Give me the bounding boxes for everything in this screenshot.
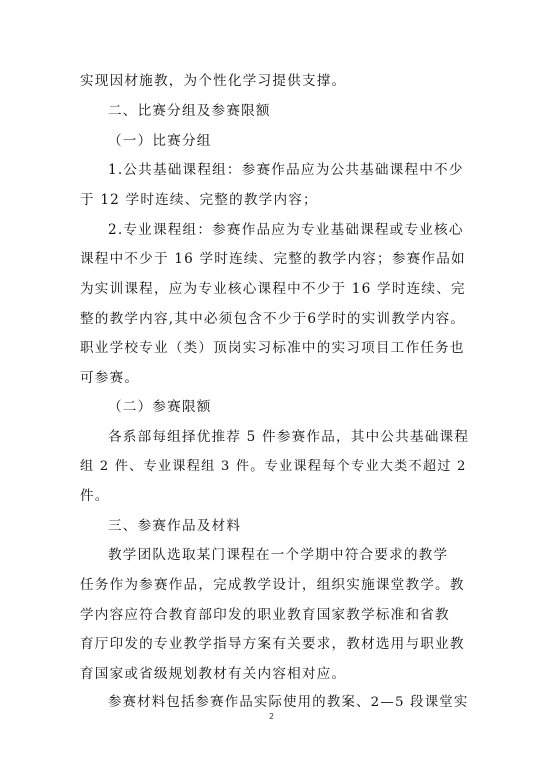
text-line: 组 2 件、专业课程组 3 件。专业课程每个专业大类不超过 2 <box>80 459 467 474</box>
subsection-heading: （二）参赛限额 <box>108 399 212 415</box>
text-line: 学内容应符合教育部印发的职业教育国家教学标准和省教 <box>80 607 450 623</box>
text-line: 课程中不少于 16 学时连续、完整的教学内容；参赛作品如 <box>80 251 466 267</box>
text-line: 2.专业课程组：参赛作品应为专业基础课程或专业核心 <box>108 222 464 238</box>
text-line: 参赛材料包括参赛作品实际使用的教案、2—5 段课堂实 <box>108 695 469 710</box>
text-line: 于 12 学时连续、完整的教学内容； <box>80 192 318 208</box>
text-line: 1.公共基础课程组：参赛作品应为公共基础课程中不少 <box>108 162 464 178</box>
section-heading: 三、参赛作品及材料 <box>108 518 242 534</box>
section-heading: 二、比赛分组及参赛限额 <box>108 103 271 119</box>
text-line: 可参赛。 <box>80 370 140 386</box>
text-line: 为实训课程，应为专业核心课程中不少于 16 学时连续、完 <box>80 281 466 297</box>
page-number: 2 <box>268 712 275 721</box>
text-line: 育国家或省级规划教材有关内容相对应。 <box>80 666 347 682</box>
text-line: 育厅印发的专业教学指导方案有关要求，教材选用与职业教 <box>80 636 465 652</box>
subsection-heading: （一）比赛分组 <box>108 133 212 149</box>
text-line: 实现因材施教，为个性化学习提供支撑。 <box>80 73 347 89</box>
text-line: 件。 <box>80 488 110 504</box>
text-line: 职业学校专业（类）顶岗实习标准中的实习项目工作任务也 <box>80 340 465 356</box>
text-line: 任务作为参赛作品，完成教学设计，组织实施课堂教学。教 <box>80 577 465 593</box>
text-line: 教学团队选取某门课程在一个学期中符合要求的教学 <box>108 547 449 563</box>
text-line: 各系部每组择优推荐 5 件参赛作品，其中公共基础课程 <box>108 429 470 445</box>
text-line: 整的教学内容,其中必须包含不少于6学时的实训教学内容。 <box>80 311 466 327</box>
